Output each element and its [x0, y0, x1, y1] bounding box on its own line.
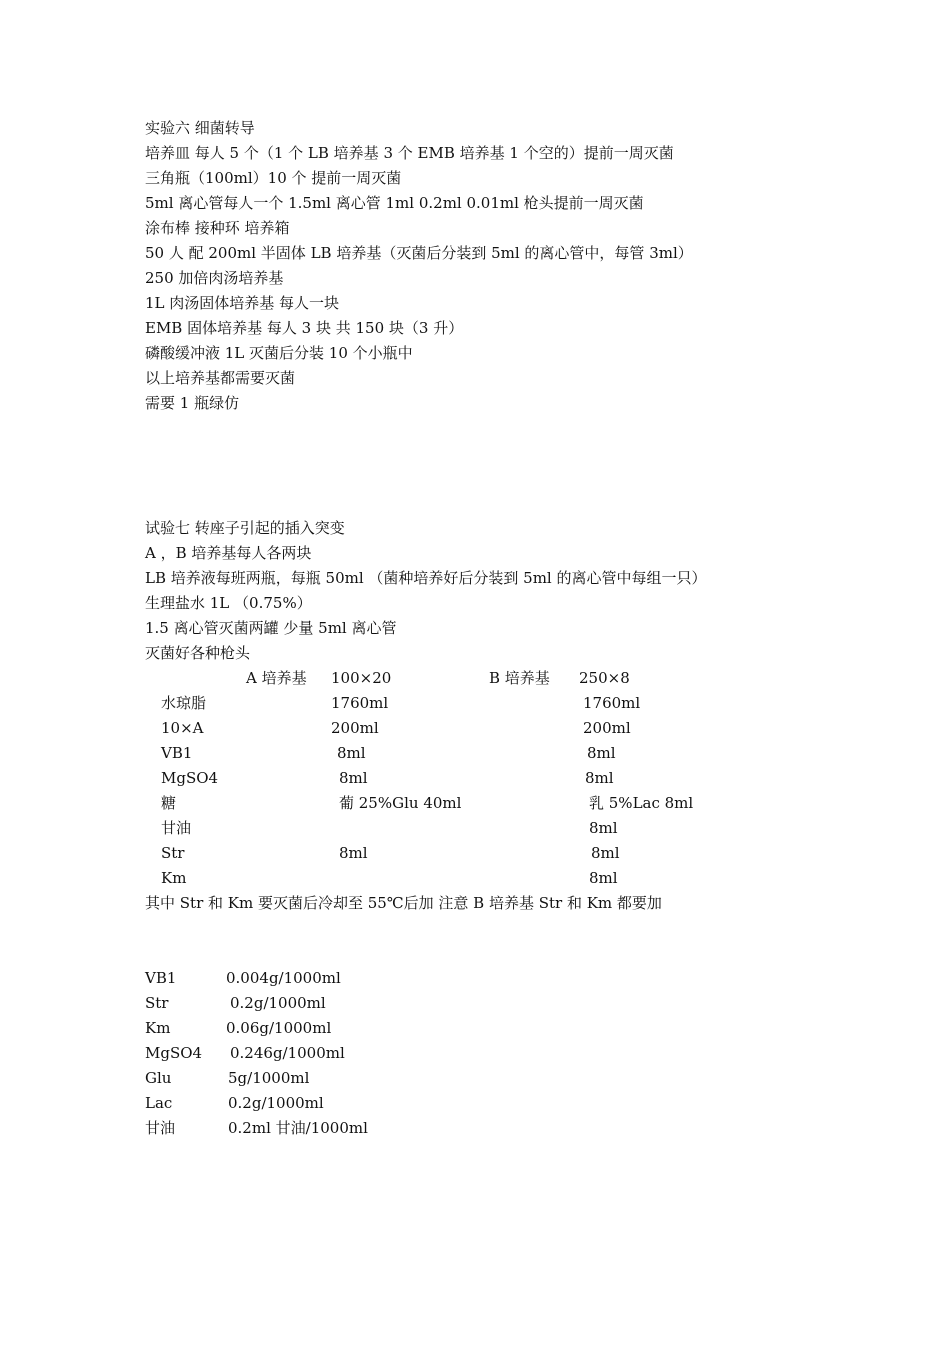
table-row-name: VB1	[161, 744, 193, 762]
table-row-b: 8ml	[589, 869, 618, 887]
table-header-a-label: A 培养基	[246, 669, 307, 687]
table-row-b: 8ml	[589, 819, 618, 837]
table-row-b: 1760ml	[583, 694, 641, 712]
table-row-a: 8ml	[339, 844, 368, 862]
concentration-name: Glu	[145, 1069, 172, 1087]
table-row-name: Km	[161, 869, 187, 887]
table-row-b: 8ml	[585, 769, 614, 787]
table-row-name: 10×A	[161, 719, 204, 737]
section7-note: 其中 Str 和 Km 要灭菌后冷却至 55℃后加 注意 B 培养基 Str 和 Km 都要加	[145, 894, 662, 912]
table-row-name: 糖	[161, 794, 177, 812]
table-row-b: 乳 5%Lac 8ml	[589, 794, 694, 812]
table-header-b-spec: 250×8	[579, 669, 630, 687]
concentration-value: 0.2ml 甘油/1000ml	[228, 1119, 368, 1137]
section7-line: A ，B 培养基每人各两块	[145, 544, 312, 562]
section6-line: 以上培养基都需要灭菌	[145, 369, 296, 387]
table-row-b: 8ml	[591, 844, 620, 862]
section7-line: 生理盐水 1L （0.75%）	[145, 594, 312, 612]
section7-line: 灭菌好各种枪头	[145, 644, 251, 662]
concentration-name: MgSO4	[145, 1044, 203, 1062]
table-row-b: 8ml	[587, 744, 616, 762]
section6-line: 需要 1 瓶绿仿	[145, 394, 240, 412]
section7-line: LB 培养液每班两瓶，每瓶 50ml （菌种培养好后分装到 5ml 的离心管中每组一只）	[145, 569, 707, 587]
concentration-name: VB1	[145, 969, 177, 987]
concentration-value: 0.246g/1000ml	[230, 1044, 345, 1062]
table-header-b-label: B 培养基	[489, 669, 550, 687]
table-row-a: 葡 25%Glu 40ml	[339, 794, 462, 812]
concentration-name: Km	[145, 1019, 171, 1037]
concentration-value: 0.06g/1000ml	[226, 1019, 332, 1037]
section6-line: 三角瓶（100ml）10 个 提前一周灭菌	[145, 169, 402, 187]
table-row-name: 甘油	[161, 819, 192, 837]
section6-line: EMB 固体培养基 每人 3 块 共 150 块（3 升）	[145, 319, 464, 337]
section7-line: 1.5 离心管灭菌两罐 少量 5ml 离心管	[145, 619, 397, 637]
table-row-name: MgSO4	[161, 769, 219, 787]
table-row-name: 水琼脂	[161, 694, 207, 712]
section7-title: 试验七 转座子引起的插入突变	[145, 519, 345, 537]
section6-line: 涂布棒 接种环 培养箱	[145, 219, 290, 237]
section6-line: 5ml 离心管每人一个 1.5ml 离心管 1ml 0.2ml 0.01ml 枪头提前一周灭菌	[145, 194, 644, 212]
table-row-name: Str	[161, 844, 185, 862]
section6-line: 培养皿 每人 5 个（1 个 LB 培养基 3 个 EMB 培养基 1 个空的）提前一周灭菌	[145, 144, 674, 162]
concentration-value: 0.2g/1000ml	[228, 1094, 324, 1112]
section6-line: 磷酸缓冲液 1L 灭菌后分装 10 个小瓶中	[145, 344, 413, 362]
concentration-value: 0.004g/1000ml	[226, 969, 341, 987]
section6-line: 1L 肉汤固体培养基 每人一块	[145, 294, 340, 312]
table-row-a: 8ml	[339, 769, 368, 787]
table-row-b: 200ml	[583, 719, 631, 737]
section6-title: 实验六 细菌转导	[145, 119, 255, 137]
concentration-name: Lac	[145, 1094, 173, 1112]
table-header-a-spec: 100×20	[331, 669, 392, 687]
section6-line: 250 加倍肉汤培养基	[145, 269, 284, 287]
concentration-value: 0.2g/1000ml	[230, 994, 326, 1012]
table-row-a: 1760ml	[331, 694, 389, 712]
section6-line: 50 人 配 200ml 半固体 LB 培养基（灭菌后分装到 5ml 的离心管中，每管 3ml）	[145, 244, 693, 262]
table-row-a: 200ml	[331, 719, 379, 737]
concentration-name: 甘油	[145, 1119, 176, 1137]
table-row-a: 8ml	[337, 744, 366, 762]
concentration-name: Str	[145, 994, 169, 1012]
concentration-value: 5g/1000ml	[228, 1069, 310, 1087]
